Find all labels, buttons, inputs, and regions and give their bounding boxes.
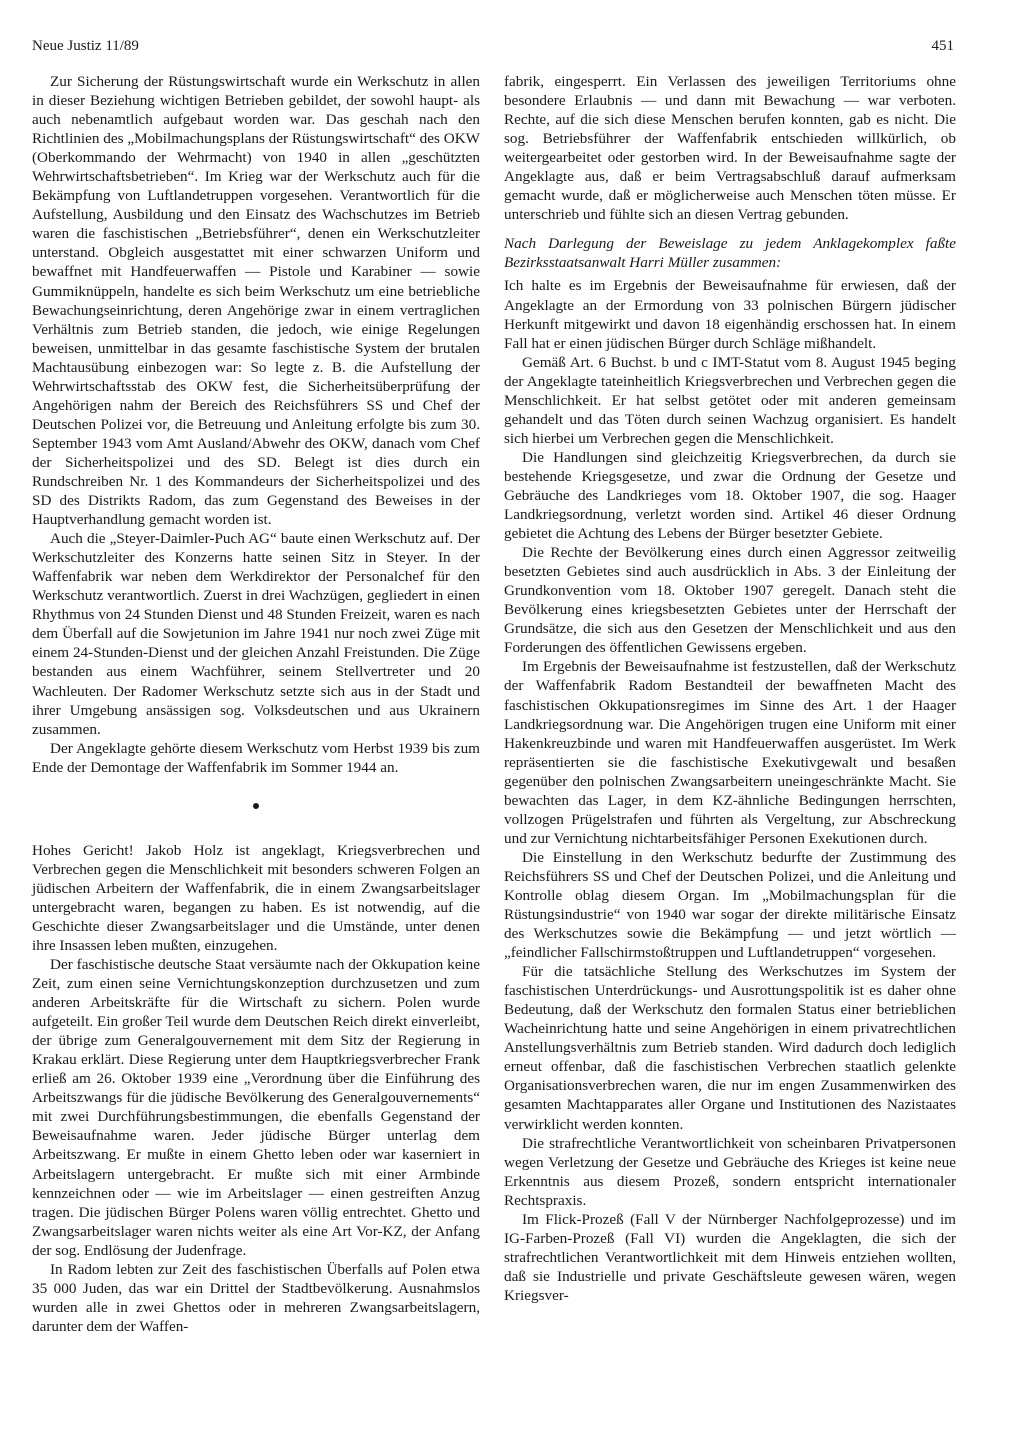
left-column bbox=[32, 72, 480, 1336]
section-separator bbox=[32, 791, 480, 821]
paragraph: Für die tatsächliche Stellung des Werkschutzes im System der faschistischen Unterdrückungs- und Ausrottungspolitik ist es daher ohne Bedeutung, daß der Werkschutz den formalen Status einer betrieblichen Wacheinrichtung hatte und seine Angehörigen in einem privatrechtlichen Anstellungsverhältnis zum Betrieb standen. Wird dadurch doch lediglich erneut offenbar, daß die faschistischen Verbrechen staatlich gelenkte Organisationsverbrechen waren, die nur im engen Zusammenwirken des gesamten Machtapparates aller Organe und Institutionen des Nazistaates verwirklicht werden konnten. bbox=[504, 963, 956, 1133]
paragraph: Hohes Gericht! Jakob Holz ist angeklagt, Kriegsverbrechen und Verbrechen gegen die Menschlichkeit mit besonders schweren Folgen an jüdischen Arbeitern der Waffenfabrik, die in einem Zwangsarbeitslager untergebracht waren, begangen zu haben. Es ist notwendig, auf die Geschichte dieser Zwangsarbeitslager und die Umstände, unter denen ihre Insassen leben mußten, einzugehen. bbox=[32, 841, 480, 954]
page-number: 451 bbox=[931, 38, 954, 54]
paragraph: Die Handlungen sind gleichzeitig Kriegsverbrechen, da durch sie bestehende Kriegsgesetze, und zwar die Ordnung der Gesetze und Gebräuche des Landkrieges vom 18. Oktober 1907, die sog. Haager Landkriegsordnung, verletzt worden sind. Artikel 46 dieser Ordnung gebietet die Achtung des Lebens der Bürger besetzter Gebiete. bbox=[504, 448, 956, 543]
paragraph: Zur Sicherung der Rüstungswirtschaft wurde ein Werkschutz in allen in dieser Beziehung wichtigen Betrieben gebildet, der sowohl haupt- als auch nebenamtlich aufgebaut worden war. Das geschah nach den Richtlinien des „Mobilmachungsplans der Rüstungswirtschaft“ des OKW (Oberkommando der Wehrmacht) von 1940 in allen „geschützten Wehrwirtschaftsbetrieben“. Im Krieg war der Werkschutz auch für die Bekämpfung von Luftlandetruppen vorgesehen. Verantwortlich für die Aufstellung, Ausbildung und den Einsatz des Wachschutzes im Betrieb waren die faschistischen „Betriebsführer“, denen ein Werkschutzleiter unterstand. Obgleich ausgestattet mit einer schwarzen Uniform und bewaffnet mit Handfeuerwaffen — Pistole und Karabiner — sowie Gummiknüppeln, handelte es sich beim Werkschutz um eine betriebliche Bewachungseinrichtung, deren Angehörige zwar in einem vertraglichen Verhältnis zum Betrieb standen, die jedoch, wie einige Regelungen beweisen, unmittelbar in das gesamte faschistische System der brutalen Machtausübung einbezogen war: So legte z. B. die Aufstellung der Wehrwirtschaftsstab des OKW fest, die Sicherheitsüberprüfung der Angehörigen nahm der Bereich des Reichsführers SS und Chef der Deutschen Polizei vor, die Betreuung und Anleitung erfolgte bis zum 30. September 1943 vom Amt Ausland/Abwehr des OKW, danach vom Chef der Sicherheitspolizei und des SD. Belegt ist dies durch ein Rundschreiben Nr. 1 des Kommandeurs der Sicherheitspolizei und des SD des Distrikts Radom, das zum Gegenstand des Beweises in der Hauptverhandlung gemacht worden ist. bbox=[32, 73, 480, 529]
paragraph: Auch die „Steyer-Daimler-Puch AG“ baute einen Werkschutz auf. Der Werkschutzleiter des Konzerns hatte seinen Sitz in Steyer. In der Waffenfabrik war neben dem Werkdirektor der Personalchef für den Werkschutz verantwortlich. Zuerst in drei Wachzügen, gegliedert in einen Rhythmus von 24 Stunden Dienst und 48 Stunden Freizeit, waren es nach dem Überfall auf die Sowjetunion im Jahre 1941 nur noch zwei Züge mit einem 24-Stunden-Dienst und der gleichen Anzahl Freistunden. Die Züge bestanden aus einem Wachführer, seinem Stellvertreter und 20 Wachleuten. Der Radomer Werkschutz setzte sich aus in der Stadt und ihrer Umgebung ansässigen sog. Volksdeutschen und aus Ukrainern zusammen. bbox=[32, 530, 480, 738]
italic-intro: Nach Darlegung der Beweislage zu jedem Anklagekomplex faßte Bezirksstaatsanwalt Harri Müller zusammen: bbox=[504, 235, 956, 272]
paragraph: Die Einstellung in den Werkschutz bedurfte der Zustimmung des Reichsführers SS und Chef der Deutschen Polizei, und die Anleitung und Kontrolle oblag diesem Organ. Im „Mobilmachungsplan für die Rüstungsindustrie“ von 1940 war sogar der direkte militärische Einsatz des Werkschutzes sowie die Bekämpfung — und jetzt wörtlich — „feindlicher Fallschirmstoßtruppen und Luftlandetruppen“ vorgesehen. bbox=[504, 848, 956, 962]
paragraph: Gemäß Art. 6 Buchst. b und c IMT-Statut vom 8. August 1945 beging der Angeklagte tateinheitlich Kriegsverbrechen und Verbrechen gegen die Menschlichkeit. Er hat selbst getötet oder mit anderen gemeinsam gehandelt und das Töten durch seinen Wachzug organisiert. Es handelt sich hierbei um Verbrechen gegen die Menschlichkeit. bbox=[504, 353, 956, 447]
paragraph: Die strafrechtliche Verantwortlichkeit von scheinbaren Privatpersonen wegen Verletzung der Gesetze und Gebräuche des Krieges ist keine neue Erkenntnis aus diesem Prozeß, sondern entspricht internationaler Rechtspraxis. bbox=[504, 1134, 956, 1209]
bullet-dot-icon bbox=[253, 803, 259, 809]
paragraph: Im Flick-Prozeß (Fall V der Nürnberger Nachfolgeprozesse) und im IG-Farben-Prozeß (Fall VI) wurden die Angeklagten, die sich der strafrechtlichen Verantwortlichkeit mit dem Hinweis entziehen wollten, daß sie Industrielle und private Geschäftsleute gewesen wären, wegen Kriegsver- bbox=[504, 1210, 956, 1304]
right-column bbox=[504, 72, 956, 1305]
paragraph: Der faschistische deutsche Staat versäumte nach der Okkupation keine Zeit, zum einen seine Vernichtungskonzeption durchzusetzen und zum anderen Arbeitskräfte für die Wirtschaft zu sichern. Polen wurde aufgeteilt. Ein großer Teil wurde dem Deutschen Reich direkt einverleibt, der übrige zum Generalgouvernement mit dem Sitz der Regierung in Krakau erklärt. Diese Regierung unter dem Hauptkriegsverbrecher Frank erließ am 26. Oktober 1939 eine „Verordnung über die Einführung des Arbeitszwangs für die jüdische Bevölkerung des Generalgouvernements“ mit zwei Durchführungsbestimmungen, die ebenfalls Gegenstand der Beweisaufnahme waren. Jeder jüdische Bürger unterlag dem Arbeitszwang. Er mußte in einem Ghetto leben oder war kaserniert in Arbeitslagern untergebracht. Er mußte sich mit einer Armbinde kennzeichnen oder — wie im Arbeitslager — einen gestreiften Anzug tragen. Die jüdischen Bürger Polens waren völlig entrechtet. Ghetto und Zwangsarbeitslager waren nichts weiter als eine Art Vor-KZ, der Anfang der sog. Endlösung der Judenfrage. bbox=[32, 956, 480, 1259]
paragraph: Im Ergebnis der Beweisaufnahme ist festzustellen, daß der Werkschutz der Waffenfabrik Radom Bestandteil der bewaffneten Macht des faschistischen Okkupationsregimes im Sinne des Art. 1 der Haager Landkriegsordnung war. Die Angehörigen trugen eine Uniform mit einer Hakenkreuzbinde und waren mit Handfeuerwaffen ausgerüstet. Im Werk repräsentierten sie die faschistische Exekutivgewalt und besaßen gegenüber den polnischen Zwangsarbeitern uneingeschränkte Macht. Sie bewachten das Lager, in dem KZ-ähnliche Bedingungen herrschten, vollzogen Prügelstrafen und führten als Vergeltung, zur Abschreckung und zur Vernichtung nichtarbeitsfähiger Personen Exekutionen durch. bbox=[504, 658, 956, 847]
paragraph: Die Rechte der Bevölkerung eines durch einen Aggressor zeitweilig besetzten Gebietes sind auch ausdrücklich in Abs. 3 der Einleitung der Grundkonvention vom 18. Oktober 1907 geregelt. Danach steht die Bevölkerung eines kriegsbesetzten Gebietes unter der Herrschaft der Grundsätze, die sich aus den Gesetzen der Menschlichkeit und aus den Forderungen des öffentlichen Gewissens ergeben. bbox=[504, 544, 956, 657]
paragraph: Der Angeklagte gehörte diesem Werkschutz vom Herbst 1939 bis zum Ende der Demontage der Waffenfabrik im Sommer 1944 an. bbox=[32, 739, 480, 776]
paragraph: In Radom lebten zur Zeit des faschistischen Überfalls auf Polen etwa 35 000 Juden, das war ein Drittel der Stadtbevölkerung. Ausnahmslos wurden alle in zwei Ghettos oder in mehreren Zwangsarbeitslagern, darunter dem der Waffen- bbox=[32, 1260, 480, 1335]
paragraph: Ich halte es im Ergebnis der Beweisaufnahme für erwiesen, daß der Angeklagte an der Ermordung von 33 polnischen Bürgern jüdischer Herkunft mitgewirkt und davon 18 eigenhändig erschossen hat. In einem Fall hat er einen jüdischen Bürger durch Schläge mißhandelt. bbox=[504, 277, 956, 352]
page-header bbox=[32, 38, 954, 64]
paragraph: fabrik, eingesperrt. Ein Verlassen des jeweiligen Territoriums ohne besondere Erlaubnis — und dann mit Bewachung — war verboten. Rechte, auf die sich diese Menschen berufen konnten, gab es nicht. Die sog. Betriebsführer der Waffenfabrik entschieden willkürlich, ob weitergearbeitet oder gestorben wird. In der Beweisaufnahme sagte der Angeklagte aus, daß er beim Vertragsabschluß darauf aufmerksam gemacht wurde, daß er möglicherweise auch Menschen töten müsse. Er unterschrieb und fühlte sich an diesen Vertrag gebunden. bbox=[504, 73, 956, 224]
journal-title: Neue Justiz 11/89 bbox=[32, 38, 139, 54]
